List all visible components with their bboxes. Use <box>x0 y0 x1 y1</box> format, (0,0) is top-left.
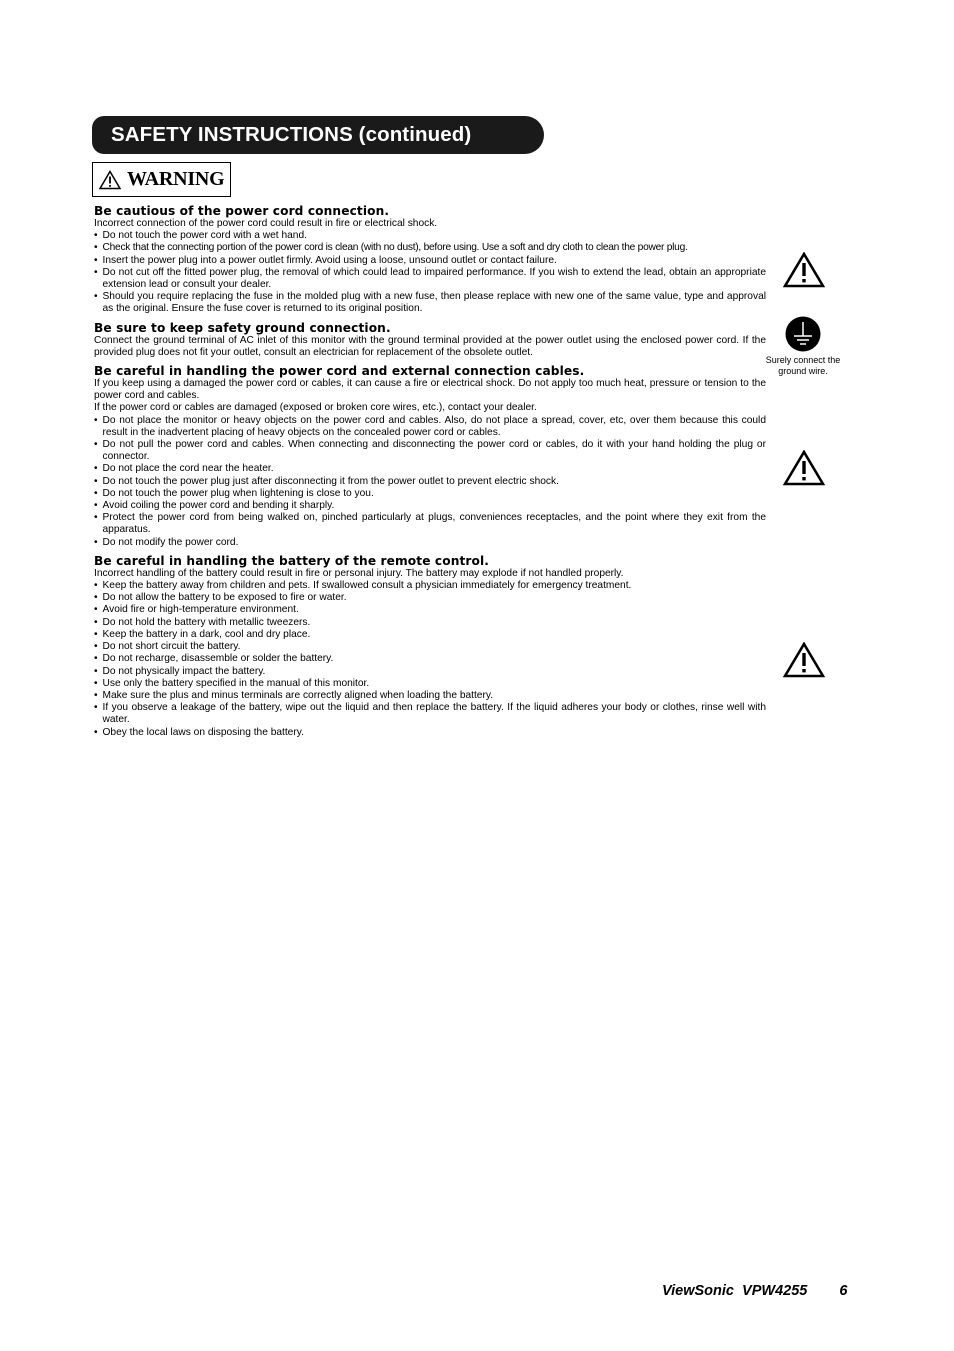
section-paragraph: If the power cord or cables are damaged (exposed or broken core wires, etc.), contact your dealer. <box>94 402 537 414</box>
list-item: • Do not modify the power cord. <box>94 537 766 549</box>
list-item: • Check that the connecting portion of the power cord is clean (with no dust), before using. Use a soft and dry cloth to clean the power plug. <box>94 242 766 254</box>
instructions-content <box>94 203 766 743</box>
list-item: • Keep the battery in a dark, cool and dry place. <box>94 629 766 641</box>
warning-label-box <box>92 162 231 197</box>
list-item: • Avoid coiling the power cord and bending it sharply. <box>94 500 766 512</box>
list-item: • Use only the battery specified in the manual of this monitor. <box>94 678 766 690</box>
section-paragraph: If you keep using a damaged the power cord or cables, it can cause a fire or electrical shock. Do not apply too much heat, pressure or tension to the power cord and cables. <box>94 378 766 402</box>
section-power-cord-connection <box>94 203 766 316</box>
section-paragraph: Incorrect connection of the power cord could result in fire or electrical shock. <box>94 218 438 229</box>
bullet-list <box>94 415 766 549</box>
list-item: • Do not place the monitor or heavy objects on the power cord and cables. Also, do not place a spread, cover, etc, over them because this could result in the inadvertent placing of heavy objects on the concealed power cord or cables. <box>94 415 766 439</box>
section-paragraph: Incorrect handling of the battery could result in fire or personal injury. The battery may explode if not handled properly. <box>94 567 624 579</box>
list-item: • Do not cut off the fitted power plug, the removal of which could lead to impaired performance. If you wish to extend the lead, obtain an appropriate extension lead or consult your dealer. <box>94 267 766 291</box>
list-item: • Do not touch the power plug when lightening is close to you. <box>94 488 766 500</box>
section-banner <box>92 116 544 154</box>
section-heading: Be cautious of the power cord connection. <box>94 204 390 218</box>
page-number: 6 <box>839 1283 848 1299</box>
warning-label: WARNING <box>127 168 225 190</box>
list-item: • Do not short circuit the battery. <box>94 641 766 653</box>
section-heading: Be careful in handling the power cord and external connection cables. <box>94 364 585 379</box>
list-item: • Insert the power plug into a power outlet firmly. Avoid using a loose, unsound outlet or contact failure. <box>94 255 766 267</box>
caution-triangle-icon <box>783 450 825 486</box>
section-remote-battery <box>94 553 766 739</box>
section-paragraph: Connect the ground terminal of AC inlet of this monitor with the ground terminal provided at the power outlet using the enclosed power cord. If the provided plug does not fit your outlet, consult an electrician for replacement of the obsolete outlet. <box>94 334 766 358</box>
section-power-cord-cables <box>94 363 766 549</box>
list-item: • Should you require replacing the fuse in the molded plug with a new fuse, then please replace with new one of the same value, type and approval as the original. Ensure the fuse cover is returned to its original position. <box>94 291 766 315</box>
section-heading: Be careful in handling the battery of the remote control. <box>94 553 489 568</box>
section-heading: Be sure to keep safety ground connection. <box>94 320 391 335</box>
caution-triangle-icon <box>783 642 825 678</box>
list-item: • Do not touch the power plug just after disconnecting it from the power outlet to prevent electric shock. <box>94 476 766 488</box>
list-item: • Do not place the cord near the heater. <box>94 463 766 475</box>
bullet-list <box>94 230 766 315</box>
footer-brand-model: ViewSonic VPW4255 <box>662 1283 808 1299</box>
ground-connection-icon <box>785 316 821 352</box>
list-item: • Do not hold the battery with metallic tweezers. <box>94 617 766 629</box>
list-item: • Obey the local laws on disposing the battery. <box>94 727 766 739</box>
list-item: • Do not recharge, disassemble or solder the battery. <box>94 653 766 665</box>
list-item: • Keep the battery away from children and pets. If swallowed consult a physician immediately for emergency treatment. <box>94 580 766 592</box>
list-item: • Do not allow the battery to be exposed to fire or water. <box>94 592 766 604</box>
list-item: • Do not physically impact the battery. <box>94 666 766 678</box>
ground-icon-caption: Surely connect the ground wire. <box>765 355 841 376</box>
section-ground-connection <box>94 320 766 359</box>
page-title: SAFETY INSTRUCTIONS (continued) <box>111 123 472 146</box>
caution-triangle-icon <box>99 170 121 190</box>
list-item: • Avoid fire or high-temperature environment. <box>94 604 766 616</box>
page-footer <box>662 1283 847 1299</box>
bullet-list <box>94 580 766 739</box>
list-item: • Do not touch the power cord with a wet hand. <box>94 230 766 242</box>
list-item: • Protect the power cord from being walked on, pinched particularly at plugs, conveniences receptacles, and the point where they exit from the apparatus. <box>94 512 766 536</box>
list-item: • Do not pull the power cord and cables. When connecting and disconnecting the power cord or cables, do it with your hand holding the plug or connector. <box>94 439 766 463</box>
list-item: • If you observe a leakage of the battery, wipe out the liquid and then replace the battery. If the liquid adheres your body or clothes, rinse well with water. <box>94 702 766 726</box>
list-item: • Make sure the plus and minus terminals are correctly aligned when loading the battery. <box>94 690 766 702</box>
caution-triangle-icon <box>783 252 825 288</box>
